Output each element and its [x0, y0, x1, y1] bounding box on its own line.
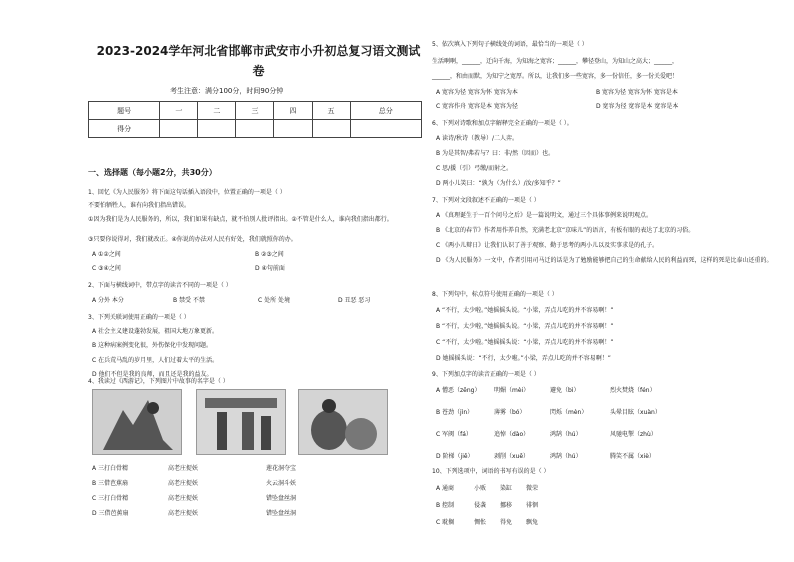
option-part: 侵袭: [474, 502, 487, 509]
option[interactable]: A 宽容为径 宽容为怀 宽容为本: [436, 89, 518, 96]
option[interactable]: B 控制: [436, 502, 455, 509]
option[interactable]: D ④句前面: [255, 265, 285, 272]
option[interactable]: B 三借芭蕉扇: [92, 480, 129, 487]
option-part: 徘徊: [526, 502, 539, 509]
option-part: 追悼（dào）: [494, 431, 530, 438]
illustration-2: [196, 389, 286, 455]
section-heading: 一、选择题（每小题2分，共30分）: [88, 168, 217, 177]
option[interactable]: D 她摇摇头说：“不行，太少啦。”小梁，弄点儿吃的并不容易啊！”: [436, 355, 611, 362]
option[interactable]: C “不行，太少啦。”她摇摇头说：“小梁，弄点儿吃的并不容易啊！”: [436, 339, 614, 346]
option-part: 剥削（xuē）: [494, 453, 530, 460]
option[interactable]: C 思/援（引）弓缴/而射之。: [436, 165, 513, 172]
option[interactable]: A 读诗/秋诗（教导）/二人弈。: [436, 135, 519, 142]
score-cell: 题号: [89, 102, 160, 120]
option[interactable]: C 军阀（fá）: [436, 431, 472, 438]
option-part: 避免（bì）: [550, 387, 580, 394]
option-part: 明媚（mèi）: [494, 387, 530, 394]
score-cell: 三: [236, 102, 274, 120]
option[interactable]: B 禁受 不禁: [173, 297, 205, 304]
option-part: 腾笑不属（xiè）: [610, 453, 655, 460]
option-part: 高老庄捉妖: [168, 480, 199, 487]
option[interactable]: D 丑恶 恶习: [338, 297, 371, 304]
illustration-2-art: [197, 390, 285, 454]
question-1-text: ①因为我们是为人民服务的，所以，我们如果有缺点，就不怕别人批评指出。②不管是什么人，谁向我们指出都行。: [88, 216, 393, 223]
option[interactable]: A 憎恶（zēng）: [436, 387, 481, 394]
option-part: 高老庄捉妖: [168, 510, 199, 517]
question-6: 6、下列对诗歌和加点字解释完全正确的一项是（ ）。: [432, 120, 573, 127]
option-part: 高老庄捉妖: [168, 465, 199, 472]
option[interactable]: A 通商: [436, 485, 455, 492]
option[interactable]: B 苍劲（jìn）: [436, 409, 474, 416]
question-7: 7、下列对文段叙述不正确的一项是（ ）: [432, 197, 540, 204]
score-cell: 得分: [89, 120, 160, 138]
score-table: [88, 101, 422, 138]
option[interactable]: A 《真理诞生于一百个问号之后》是一篇说明文，通过三个具体事例来说明观点。: [436, 212, 653, 219]
score-cell: 二: [198, 102, 236, 120]
option-part: 错坠盘丝洞: [266, 495, 297, 502]
option-part: 烈火焚烧（fén）: [610, 387, 656, 394]
illustration-3: [298, 389, 388, 455]
option[interactable]: A 社会主义建设蓬勃发展，祖国大地万象更新。: [92, 328, 219, 335]
title-line-1: 2023-2024学年河北省邯郸市武安市小升初总复习语文测试: [96, 44, 421, 58]
option[interactable]: D 两小儿笑曰：“孰为（为什么）/汝/多知乎？”: [436, 180, 561, 187]
option[interactable]: C 三打白骨精: [92, 495, 129, 502]
option-part: 高老庄捉妖: [168, 495, 199, 502]
question-9: 9、下列加点字的读音正确的一项是（ ）: [432, 371, 540, 378]
option-part: 火云洞斗妖: [266, 480, 297, 487]
option[interactable]: B 宽容为径 宽容为怀 宽容是本: [596, 89, 678, 96]
score-cell: 一: [160, 102, 198, 120]
option[interactable]: C 耽搁: [436, 519, 455, 526]
option[interactable]: B 为是其智/弗若与？曰：非/然（因而）也。: [436, 150, 555, 157]
option-part: 莲花洞夺宝: [266, 465, 297, 472]
score-input[interactable]: [236, 120, 274, 138]
score-input[interactable]: [160, 120, 198, 138]
option[interactable]: A 三打白骨精: [92, 465, 129, 472]
option[interactable]: C 宽容作舟 宽容是本 宽容为径: [436, 103, 518, 110]
question-1: 1、回忆《为人民服务》将下面这句话插入语段中，位置正确的一项是（ ）: [88, 189, 286, 196]
option-part: 薄雾（bó）: [494, 409, 526, 416]
question-5-text: ______，和由而默，为知宁之宽厚。所以，让我们多一些宽容，多一份信任，多一份关爱吧！: [432, 73, 679, 80]
option-part: 鸿鹄（hú）: [550, 453, 582, 460]
option-part: 閃烁（mèn）: [550, 409, 588, 416]
option-part: 鸿鹄（hú）: [550, 431, 582, 438]
option-part: 飘兔: [526, 519, 539, 526]
option[interactable]: C ③④之间: [92, 265, 121, 272]
score-cell: 总分: [350, 102, 421, 120]
score-input[interactable]: [198, 120, 236, 138]
score-row: [89, 120, 422, 138]
title-line-2: 卷: [252, 64, 265, 78]
question-1-text: ③只要你说得对，我们就改正。④你说的办法对人民有好处，我们就照你的办。: [88, 236, 297, 243]
question-5-text: 生活啊啊，______，迁向千海，为知海之宽容；______，攀径登山，为知山之高大；______，: [432, 58, 679, 65]
question-8: 8、下列句中，标点符号使用正确的一项是（ ）: [432, 291, 558, 298]
question-2: 2、下面与横线词中，带点字的读音不同的一项是（ ）: [88, 282, 232, 289]
score-cell: 五: [312, 102, 350, 120]
illustration-1: [92, 389, 182, 455]
option-part: 惆怅: [474, 519, 487, 526]
option-part: 风驰电掣（zhù）: [610, 431, 657, 438]
score-input[interactable]: [274, 120, 312, 138]
score-header-row: [89, 102, 422, 120]
exam-title: [96, 41, 421, 81]
option[interactable]: B 《北京的春节》作者用作养自然，充满老北京“京味儿”的语言，有板有眼的表达了北京的习俗。: [436, 227, 695, 234]
question-10: 10、下列选项中，词语的书写有误的是（ ）: [432, 468, 550, 475]
question-3: 3、下列关联词使用正确的一项是（ ）: [88, 314, 190, 321]
option[interactable]: C 处所 处境: [258, 297, 291, 304]
option[interactable]: A 分外 本分: [92, 297, 124, 304]
option-part: 小贩: [474, 485, 487, 492]
option[interactable]: A “不行，太少啦。”她摇摇头说。“小梁，弄点儿吃的并不容易啊！”: [436, 307, 614, 314]
score-input[interactable]: [350, 120, 421, 138]
illustration-1-art: [93, 390, 181, 454]
option[interactable]: D 《为人民服务》一文中，作者引用司马迁的话是为了勉励能够把自己的生命献给人民的利益而死，这样的死是比泰山还重的。: [436, 257, 773, 264]
option-part: 挪移: [500, 502, 513, 509]
option[interactable]: B 这种病案例变化很，外伤保化中发现问题。: [92, 342, 213, 349]
question-1-text: 不要怕牺牲人，谁有向我们指出错误。: [88, 202, 191, 209]
option[interactable]: A ①②之间: [92, 251, 121, 258]
option[interactable]: D 他们不但是我的良师，而且还是我的益友。: [92, 371, 213, 378]
exam-notice: 考生注意：满分100分，时间90分钟: [170, 87, 284, 95]
illustration-3-art: [299, 390, 387, 454]
option[interactable]: C 在兵荒马乱的岁月里，人们过着太平的生活。: [92, 357, 219, 364]
option[interactable]: B “不行，太少啦，”她摇摇头说。“小梁，弄点儿吃的并不容易啊！”: [436, 323, 614, 330]
option[interactable]: D 宽容为径 宽容是本 宽容是本: [596, 103, 679, 110]
option-part: 得免: [500, 519, 513, 526]
option[interactable]: D 阶梯（jiē）: [436, 453, 474, 460]
score-cell: 四: [274, 102, 312, 120]
score-input[interactable]: [312, 120, 350, 138]
option[interactable]: D 三借芭蕉扇: [92, 510, 129, 517]
question-4: 4、我读过《西游记》，下列图片中故事的名字是（ ）: [88, 378, 229, 385]
option-part: 错坠盘丝洞: [266, 510, 297, 517]
question-5: 5、依次填入下列句子横线处的词语，最恰当的一项是（ ）: [432, 41, 588, 48]
option[interactable]: B ②③之间: [255, 251, 284, 258]
option-part: 头晕目眩（xuàn）: [610, 409, 661, 416]
option[interactable]: C 《两小儿辩日》让我们认识了善于观察、勤于思考的两小儿以及实事求是的孔子。: [436, 242, 659, 249]
option-part: 染缸: [500, 485, 513, 492]
option-part: 微荣: [526, 485, 539, 492]
